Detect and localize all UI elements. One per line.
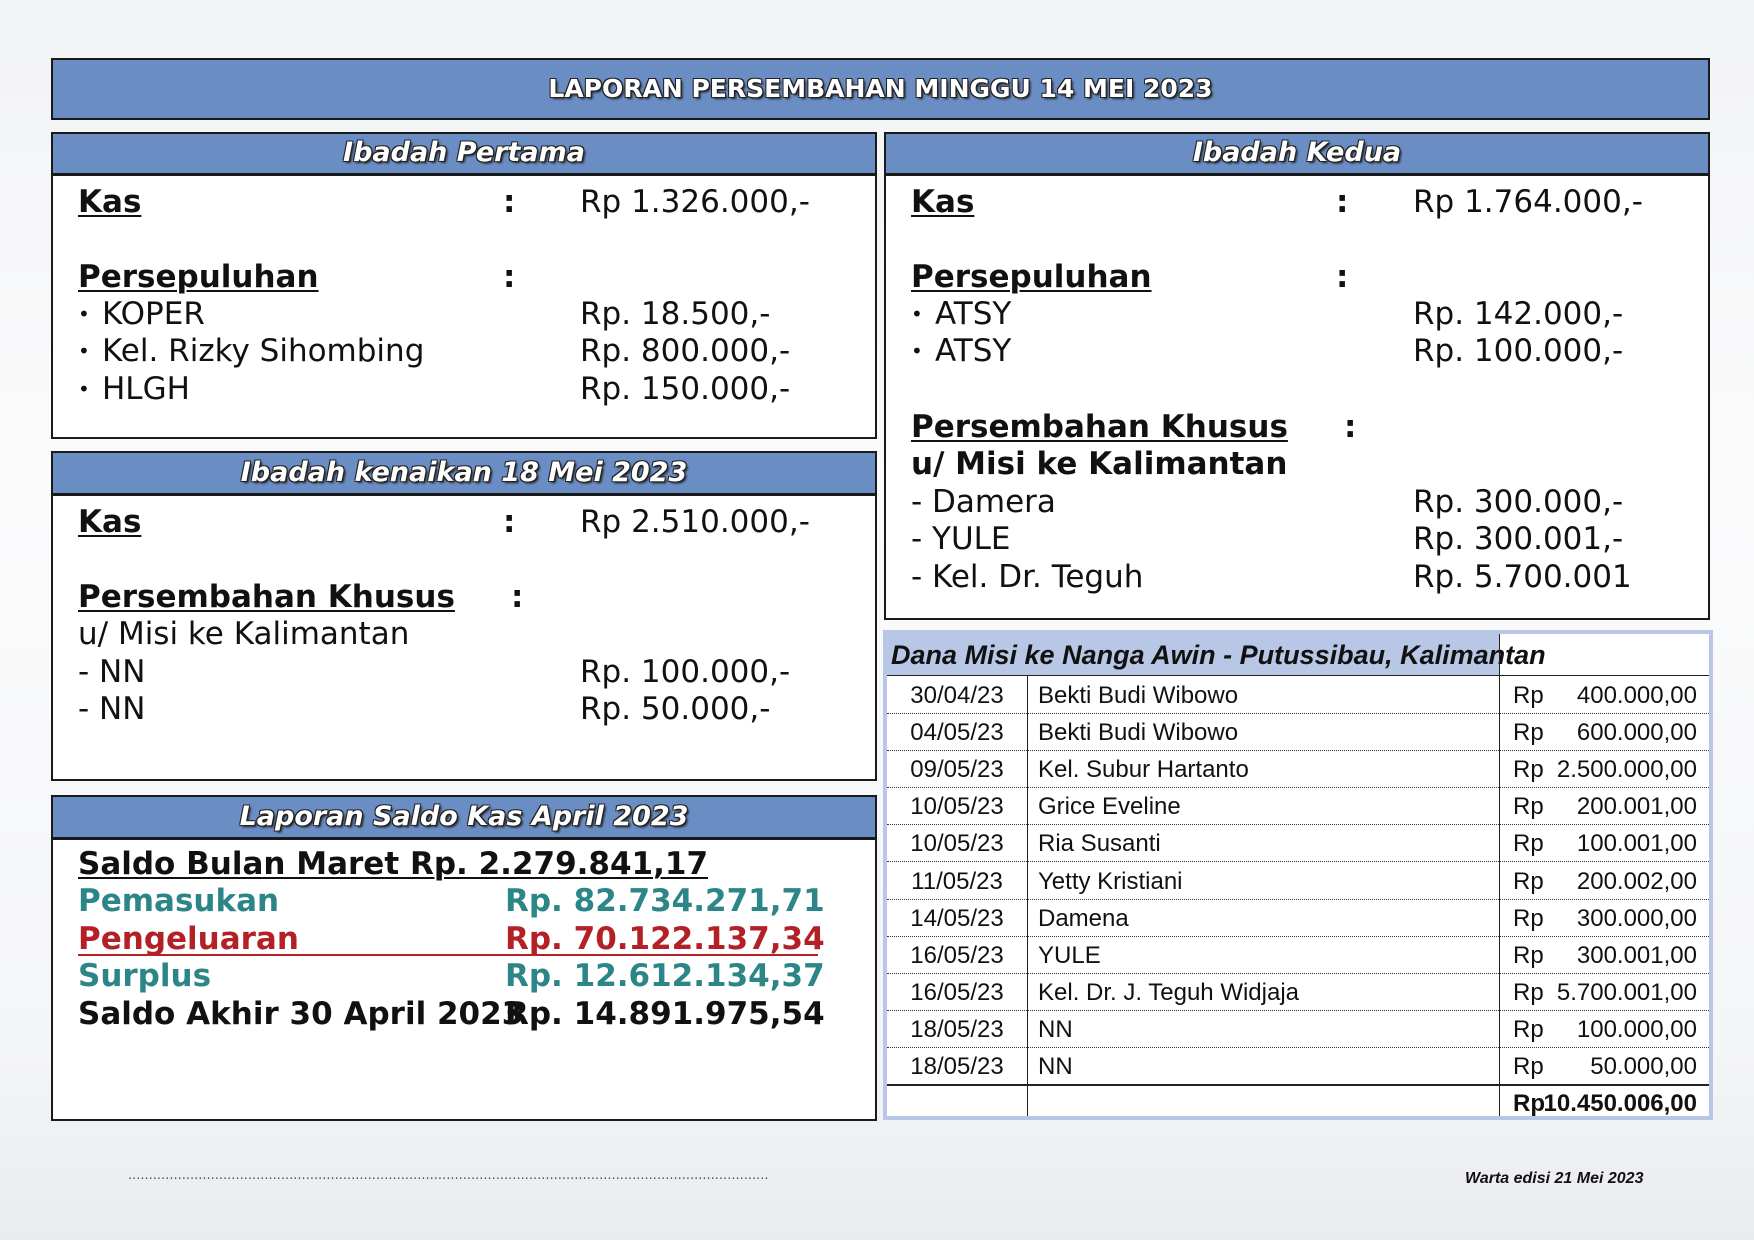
table-row: [887, 751, 1709, 788]
persepuluhan-name: ATSY: [935, 296, 1012, 332]
amount-cell: 300.001,00: [1576, 941, 1697, 969]
currency: Rp: [1513, 978, 1544, 1006]
date-cell: 30/04/23: [910, 682, 1004, 709]
table-row: [887, 677, 1709, 714]
currency: Rp: [1513, 1090, 1545, 1117]
date-cell: 16/05/23: [910, 978, 1004, 1006]
persepuluhan-name: Kel. Rizky Sihombing: [102, 333, 425, 369]
currency: Rp: [1513, 1015, 1544, 1043]
date-cell: 10/05/23: [910, 830, 1004, 858]
saldo-maret: Saldo Bulan Maret Rp. 2.279.841,17: [78, 846, 709, 882]
dana-misi-table: [883, 630, 1713, 1120]
name-cell: Bekti Budi Wibowo: [1038, 719, 1239, 747]
total-row: [887, 1085, 1709, 1122]
currency: Rp: [1513, 904, 1544, 932]
ibadah-kenaikan-panel: [51, 451, 877, 781]
date-cell: 09/05/23: [910, 756, 1004, 784]
ibadah-kedua-panel: [884, 132, 1710, 620]
pemasukan-label: Pemasukan: [78, 883, 280, 919]
kas-label: Kas: [78, 504, 142, 540]
saldo-akhir-value: Rp. 14.891.975,54: [505, 996, 825, 1032]
ibadah-pertama-panel: [51, 132, 877, 439]
colon: :: [503, 259, 516, 295]
date-cell: 18/05/23: [910, 1015, 1004, 1043]
khusus-name: - NN: [78, 654, 146, 690]
amount-cell: 200.002,00: [1576, 867, 1697, 895]
date-cell: 04/05/23: [910, 719, 1004, 747]
khusus-name: - YULE: [911, 521, 1011, 557]
currency: Rp: [1513, 1053, 1544, 1080]
edition-label: Warta edisi 21 Mei 2023: [1465, 1170, 1644, 1187]
currency: Rp: [1513, 830, 1544, 858]
persepuluhan-label: Persepuluhan: [911, 259, 1152, 295]
saldo-akhir-label: Saldo Akhir 30 April 2023: [78, 996, 524, 1032]
persepuluhan-name: KOPER: [102, 296, 205, 332]
colon: :: [1344, 409, 1357, 445]
table-row: [887, 974, 1709, 1011]
date-cell: 10/05/23: [910, 793, 1004, 821]
pengeluaran-label: Pengeluaran: [78, 921, 299, 957]
date-cell: 18/05/23: [910, 1053, 1004, 1080]
kas-value: Rp 1.764.000,-: [1413, 184, 1643, 220]
table-row: [887, 1048, 1709, 1085]
name-cell: NN: [1038, 1015, 1073, 1043]
bullet: •: [911, 302, 923, 326]
header-bottom-line: [887, 675, 1709, 676]
total-amount: 10.450.006,00: [1543, 1090, 1697, 1117]
khusus-value: Rp. 50.000,-: [580, 691, 771, 727]
colon: :: [1336, 184, 1349, 220]
ibadah-kenaikan-header: Ibadah kenaikan 18 Mei 2023: [53, 453, 875, 496]
kas-value: Rp 1.326.000,-: [580, 184, 810, 220]
persembahan-khusus-label: Persembahan Khusus: [911, 409, 1288, 445]
dana-misi-header: Dana Misi ke Nanga Awin - Putussibau, Kalimantan: [887, 634, 1499, 676]
bullet: •: [78, 377, 90, 401]
total-line: [887, 1084, 1709, 1086]
currency: Rp: [1513, 682, 1544, 709]
ibadah-kedua-header: Ibadah Kedua: [886, 134, 1708, 176]
table-row: [887, 788, 1709, 825]
kas-value: Rp 2.510.000,-: [580, 504, 810, 540]
name-cell: Ria Susanti: [1038, 830, 1161, 858]
date-cell: 11/05/23: [911, 867, 1003, 895]
name-cell: NN: [1038, 1053, 1073, 1080]
amount-cell: 600.000,00: [1576, 719, 1697, 747]
table-row: [887, 825, 1709, 862]
colon: :: [511, 579, 524, 615]
persepuluhan-value: Rp. 150.000,-: [580, 371, 791, 407]
currency: Rp: [1513, 756, 1544, 784]
misi-label: u/ Misi ke Kalimantan: [911, 446, 1288, 482]
persepuluhan-value: Rp. 18.500,-: [580, 296, 771, 332]
amount-cell: 2.500.000,00: [1556, 756, 1697, 784]
misi-label: u/ Misi ke Kalimantan: [78, 616, 410, 652]
colon: :: [1336, 259, 1349, 295]
bullet: •: [78, 339, 90, 363]
saldo-header: Laporan Saldo Kas April 2023: [53, 797, 875, 840]
amount-cell: 5.700.001,00: [1556, 978, 1697, 1006]
report-title: LAPORAN PERSEMBAHAN MINGGU 14 MEI 2023: [548, 74, 1213, 103]
persepuluhan-name: HLGH: [102, 371, 190, 407]
colon: :: [503, 184, 516, 220]
currency: Rp: [1513, 719, 1544, 747]
amount-cell: 400.000,00: [1576, 682, 1697, 709]
name-cell: Kel. Subur Hartanto: [1038, 756, 1249, 784]
khusus-name: - NN: [78, 691, 146, 727]
name-cell: Damena: [1038, 904, 1129, 932]
header-divider: [1499, 634, 1500, 676]
name-cell: Grice Eveline: [1038, 793, 1181, 821]
khusus-value: Rp. 300.001,-: [1413, 521, 1624, 557]
table-row: [887, 863, 1709, 900]
currency: Rp: [1513, 867, 1544, 895]
name-cell: Yetty Kristiani: [1038, 867, 1183, 895]
name-cell: YULE: [1038, 941, 1101, 969]
date-cell: 16/05/23: [910, 941, 1004, 969]
amount-cell: 200.001,00: [1576, 793, 1697, 821]
name-cell: Bekti Budi Wibowo: [1038, 682, 1239, 709]
persepuluhan-name: ATSY: [935, 333, 1012, 369]
footer-dots: ...........................................................................................................................................................: [128, 1168, 769, 1183]
khusus-value: Rp. 300.000,-: [1413, 484, 1624, 520]
name-cell: Kel. Dr. J. Teguh Widjaja: [1038, 978, 1300, 1006]
persepuluhan-value: Rp. 800.000,-: [580, 333, 791, 369]
surplus-value: Rp. 12.612.134,37: [505, 958, 825, 994]
persembahan-khusus-label: Persembahan Khusus: [78, 579, 455, 615]
ibadah-pertama-header: Ibadah Pertama: [53, 134, 875, 176]
bullet: •: [911, 339, 923, 363]
kas-label: Kas: [78, 184, 142, 220]
colon: :: [503, 504, 516, 540]
table-row: [887, 1011, 1709, 1048]
report-title-bar: [51, 58, 1710, 120]
table-row: [887, 937, 1709, 974]
amount-cell: 100.001,00: [1576, 830, 1697, 858]
currency: Rp: [1513, 941, 1544, 969]
khusus-name: - Damera: [911, 484, 1056, 520]
table-row: [887, 900, 1709, 937]
surplus-label: Surplus: [78, 958, 212, 994]
date-cell: 14/05/23: [910, 904, 1004, 932]
amount-cell: 50.000,00: [1590, 1053, 1697, 1080]
persepuluhan-label: Persepuluhan: [78, 259, 319, 295]
pengeluaran-value: Rp. 70.122.137,34: [505, 921, 825, 957]
persepuluhan-value: Rp. 100.000,-: [1413, 333, 1624, 369]
amount-cell: 100.000,00: [1576, 1015, 1697, 1043]
currency: Rp: [1513, 793, 1544, 821]
pemasukan-value: Rp. 82.734.271,71: [505, 883, 825, 919]
khusus-value: Rp. 5.700.001: [1413, 559, 1632, 595]
khusus-name: - Kel. Dr. Teguh: [911, 559, 1144, 595]
persepuluhan-value: Rp. 142.000,-: [1413, 296, 1624, 332]
saldo-panel: [51, 795, 877, 1121]
bullet: •: [78, 302, 90, 326]
amount-cell: 300.000,00: [1576, 904, 1697, 932]
khusus-value: Rp. 100.000,-: [580, 654, 791, 690]
kas-label: Kas: [911, 184, 975, 220]
table-row: [887, 714, 1709, 751]
